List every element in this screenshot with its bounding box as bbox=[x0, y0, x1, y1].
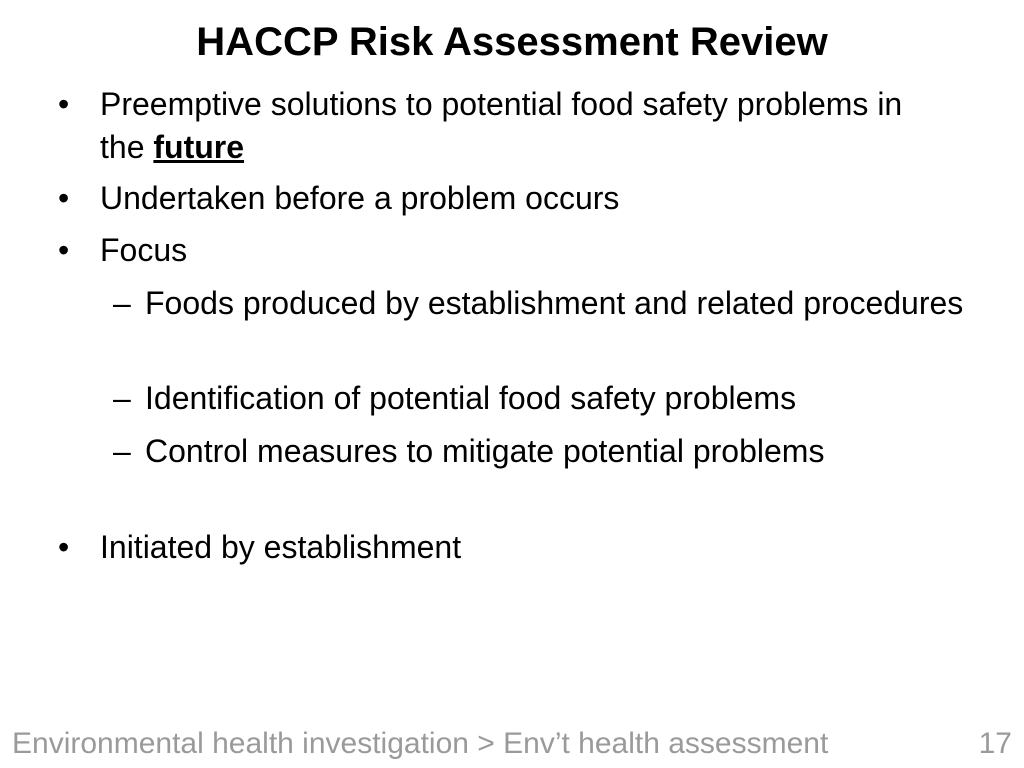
bullet-text: Initiated by establishment bbox=[100, 529, 462, 565]
bullet-marker: • bbox=[58, 86, 70, 122]
bullet-item-undertaken bbox=[58, 177, 920, 220]
sub-bullet-identification bbox=[113, 377, 975, 420]
bullet-text: Undertaken before a problem occurs bbox=[100, 180, 620, 216]
dash-marker: – bbox=[113, 433, 131, 469]
bullet-marker: • bbox=[58, 180, 70, 216]
bullet-text: Preemptive solutions to potential food safety problems in the bbox=[100, 86, 903, 165]
dash-marker: – bbox=[113, 380, 131, 416]
bullet-item-focus bbox=[58, 229, 920, 272]
slide-title: HACCP Risk Assessment Review bbox=[196, 20, 828, 64]
dash-marker: – bbox=[113, 285, 131, 321]
bullet-text: Control measures to mitigate potential problems bbox=[145, 433, 825, 469]
footer-breadcrumb: Environmental health investigation > Env’t health assessment bbox=[12, 727, 829, 760]
page-number: 17 bbox=[978, 727, 1012, 760]
bullet-item-initiated bbox=[58, 526, 920, 569]
bullet-marker: • bbox=[58, 232, 70, 268]
bullet-text: Identification of potential food safety problems bbox=[145, 380, 797, 416]
sub-bullet-foods bbox=[113, 282, 975, 325]
bullet-text: Foods produced by establishment and related procedures bbox=[145, 285, 964, 321]
bullet-emphasis: future bbox=[153, 129, 245, 165]
bullet-marker: • bbox=[58, 529, 70, 565]
bullet-text: Focus bbox=[100, 232, 188, 268]
sub-bullet-control bbox=[113, 430, 975, 473]
bullet-item-preemptive bbox=[58, 83, 920, 169]
